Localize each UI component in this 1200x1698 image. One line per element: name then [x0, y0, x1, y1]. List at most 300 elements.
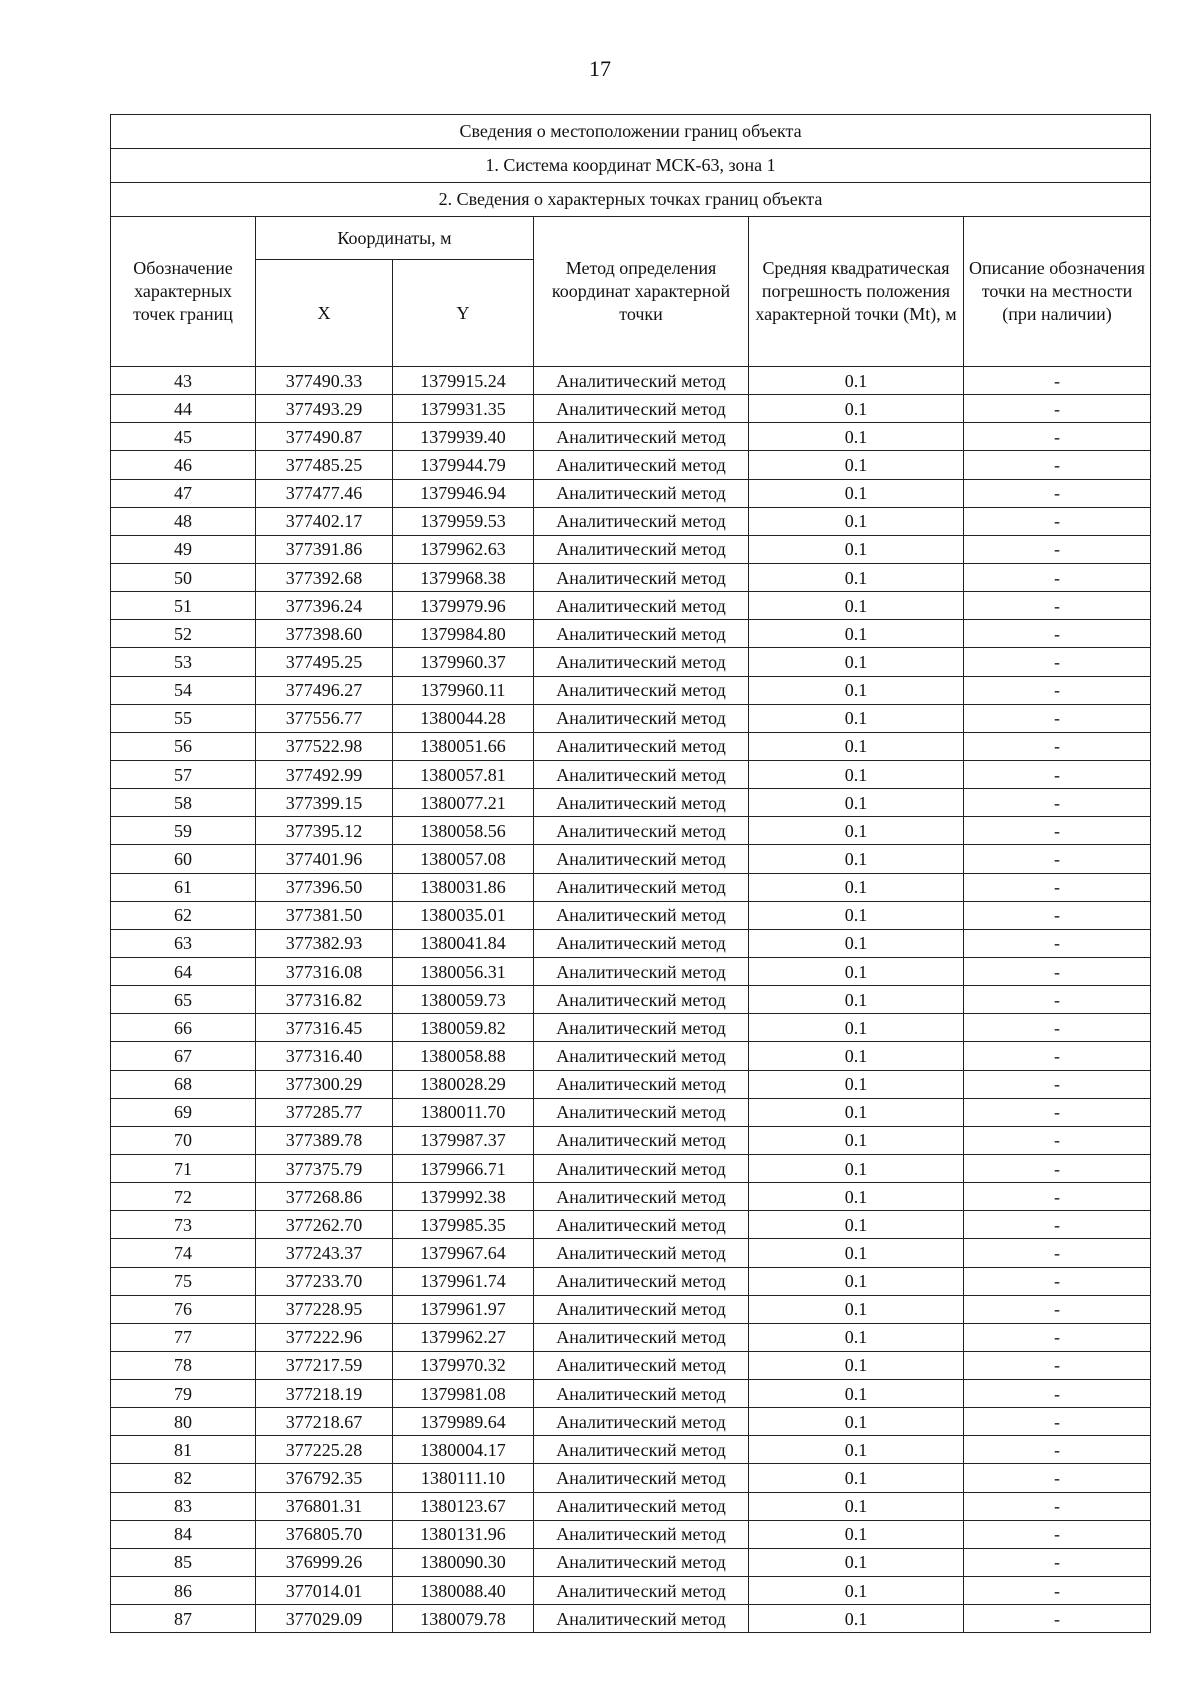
error-cell: 0.1: [749, 1042, 964, 1070]
y-coordinate-cell: 1380011.70: [393, 1098, 534, 1126]
method-cell: Аналитический метод: [534, 1577, 749, 1605]
error-cell: 0.1: [749, 1183, 964, 1211]
method-cell: Аналитический метод: [534, 1154, 749, 1182]
point-number-cell: 81: [111, 1436, 256, 1464]
x-coordinate-cell: 377228.95: [256, 1295, 393, 1323]
x-coordinate-cell: 377401.96: [256, 845, 393, 873]
error-cell: 0.1: [749, 760, 964, 788]
error-cell: 0.1: [749, 676, 964, 704]
method-cell: Аналитический метод: [534, 957, 749, 985]
y-coordinate-cell: 1380044.28: [393, 704, 534, 732]
header-description: Описание обозначения точки на местности (при наличии): [964, 217, 1151, 367]
x-coordinate-cell: 377490.87: [256, 423, 393, 451]
table-row: [111, 395, 1151, 423]
table-row: [111, 1267, 1151, 1295]
y-coordinate-cell: 1379984.80: [393, 620, 534, 648]
error-cell: 0.1: [749, 592, 964, 620]
description-cell: -: [964, 1098, 1151, 1126]
x-coordinate-cell: 377268.86: [256, 1183, 393, 1211]
point-number-cell: 60: [111, 845, 256, 873]
point-number-cell: 55: [111, 704, 256, 732]
description-cell: -: [964, 845, 1151, 873]
description-cell: -: [964, 479, 1151, 507]
error-cell: 0.1: [749, 535, 964, 563]
point-number-cell: 52: [111, 620, 256, 648]
table-row: [111, 986, 1151, 1014]
table-row: [111, 563, 1151, 591]
point-number-cell: 62: [111, 901, 256, 929]
method-cell: Аналитический метод: [534, 817, 749, 845]
x-coordinate-cell: 377522.98: [256, 732, 393, 760]
method-cell: Аналитический метод: [534, 367, 749, 395]
x-coordinate-cell: 377402.17: [256, 507, 393, 535]
error-cell: 0.1: [749, 817, 964, 845]
x-coordinate-cell: 377014.01: [256, 1577, 393, 1605]
method-cell: Аналитический метод: [534, 760, 749, 788]
error-cell: 0.1: [749, 451, 964, 479]
description-cell: -: [964, 1267, 1151, 1295]
error-cell: 0.1: [749, 1239, 964, 1267]
error-cell: 0.1: [749, 1014, 964, 1042]
point-number-cell: 87: [111, 1605, 256, 1633]
error-cell: 0.1: [749, 648, 964, 676]
description-cell: -: [964, 873, 1151, 901]
description-cell: -: [964, 395, 1151, 423]
table-row: [111, 817, 1151, 845]
error-cell: 0.1: [749, 479, 964, 507]
method-cell: Аналитический метод: [534, 1520, 749, 1548]
y-coordinate-cell: 1379961.97: [393, 1295, 534, 1323]
x-coordinate-cell: 377218.19: [256, 1380, 393, 1408]
error-cell: 0.1: [749, 423, 964, 451]
point-number-cell: 86: [111, 1577, 256, 1605]
point-number-cell: 69: [111, 1098, 256, 1126]
x-coordinate-cell: 377392.68: [256, 563, 393, 591]
method-cell: Аналитический метод: [534, 1126, 749, 1154]
x-coordinate-cell: 377375.79: [256, 1154, 393, 1182]
table-row: [111, 1295, 1151, 1323]
method-cell: Аналитический метод: [534, 535, 749, 563]
y-coordinate-cell: 1380088.40: [393, 1577, 534, 1605]
y-coordinate-cell: 1380028.29: [393, 1070, 534, 1098]
y-coordinate-cell: 1380131.96: [393, 1520, 534, 1548]
method-cell: Аналитический метод: [534, 479, 749, 507]
method-cell: Аналитический метод: [534, 1098, 749, 1126]
header-coordinates: Координаты, м: [256, 217, 534, 260]
y-coordinate-cell: 1380058.56: [393, 817, 534, 845]
x-coordinate-cell: 377316.08: [256, 957, 393, 985]
table-row: [111, 873, 1151, 901]
point-number-cell: 64: [111, 957, 256, 985]
error-cell: 0.1: [749, 1408, 964, 1436]
method-cell: Аналитический метод: [534, 395, 749, 423]
y-coordinate-cell: 1379987.37: [393, 1126, 534, 1154]
x-coordinate-cell: 376999.26: [256, 1548, 393, 1576]
y-coordinate-cell: 1379962.63: [393, 535, 534, 563]
error-cell: 0.1: [749, 1295, 964, 1323]
table-row: [111, 1098, 1151, 1126]
y-coordinate-cell: 1380057.81: [393, 760, 534, 788]
description-cell: -: [964, 732, 1151, 760]
description-cell: -: [964, 563, 1151, 591]
error-cell: 0.1: [749, 1098, 964, 1126]
table-row: [111, 1577, 1151, 1605]
header-error: Средняя квадратическая погрешность положения характерной точки (Mt), м: [749, 217, 964, 367]
x-coordinate-cell: 377485.25: [256, 451, 393, 479]
description-cell: -: [964, 1464, 1151, 1492]
method-cell: Аналитический метод: [534, 1548, 749, 1576]
description-cell: -: [964, 760, 1151, 788]
error-cell: 0.1: [749, 957, 964, 985]
x-coordinate-cell: 377493.29: [256, 395, 393, 423]
table-row: [111, 1154, 1151, 1182]
error-cell: 0.1: [749, 1323, 964, 1351]
point-number-cell: 56: [111, 732, 256, 760]
point-number-cell: 47: [111, 479, 256, 507]
point-number-cell: 61: [111, 873, 256, 901]
point-number-cell: 74: [111, 1239, 256, 1267]
table-row: [111, 1183, 1151, 1211]
method-cell: Аналитический метод: [534, 507, 749, 535]
y-coordinate-cell: 1379959.53: [393, 507, 534, 535]
x-coordinate-cell: 377300.29: [256, 1070, 393, 1098]
table-row: [111, 704, 1151, 732]
description-cell: -: [964, 1380, 1151, 1408]
y-coordinate-cell: 1380077.21: [393, 789, 534, 817]
method-cell: Аналитический метод: [534, 1239, 749, 1267]
error-cell: 0.1: [749, 1492, 964, 1520]
x-coordinate-cell: 377496.27: [256, 676, 393, 704]
description-cell: -: [964, 367, 1151, 395]
point-number-cell: 83: [111, 1492, 256, 1520]
table-row: [111, 1605, 1151, 1633]
point-number-cell: 66: [111, 1014, 256, 1042]
section-title: 2. Сведения о характерных точках границ объекта: [111, 183, 1151, 217]
error-cell: 0.1: [749, 1126, 964, 1154]
method-cell: Аналитический метод: [534, 986, 749, 1014]
error-cell: 0.1: [749, 1211, 964, 1239]
error-cell: 0.1: [749, 704, 964, 732]
point-number-cell: 46: [111, 451, 256, 479]
method-cell: Аналитический метод: [534, 732, 749, 760]
method-cell: Аналитический метод: [534, 563, 749, 591]
description-cell: -: [964, 592, 1151, 620]
method-cell: Аналитический метод: [534, 873, 749, 901]
x-coordinate-cell: 377029.09: [256, 1605, 393, 1633]
y-coordinate-cell: 1380111.10: [393, 1464, 534, 1492]
error-cell: 0.1: [749, 1267, 964, 1295]
table-row: [111, 957, 1151, 985]
x-coordinate-cell: 377285.77: [256, 1098, 393, 1126]
description-cell: -: [964, 1436, 1151, 1464]
table-row: [111, 535, 1151, 563]
method-cell: Аналитический метод: [534, 1295, 749, 1323]
description-cell: -: [964, 1548, 1151, 1576]
header-x: X: [256, 260, 393, 367]
error-cell: 0.1: [749, 1605, 964, 1633]
table-row: [111, 760, 1151, 788]
point-number-cell: 78: [111, 1351, 256, 1379]
y-coordinate-cell: 1380058.88: [393, 1042, 534, 1070]
point-number-cell: 76: [111, 1295, 256, 1323]
y-coordinate-cell: 1379985.35: [393, 1211, 534, 1239]
table-row: [111, 592, 1151, 620]
method-cell: Аналитический метод: [534, 1323, 749, 1351]
method-cell: Аналитический метод: [534, 845, 749, 873]
description-cell: -: [964, 1577, 1151, 1605]
method-cell: Аналитический метод: [534, 1380, 749, 1408]
method-cell: Аналитический метод: [534, 1267, 749, 1295]
error-cell: 0.1: [749, 563, 964, 591]
x-coordinate-cell: 377382.93: [256, 929, 393, 957]
table-row: [111, 1211, 1151, 1239]
description-cell: -: [964, 704, 1151, 732]
table-row: [111, 1239, 1151, 1267]
method-cell: Аналитический метод: [534, 1070, 749, 1098]
point-number-cell: 44: [111, 395, 256, 423]
x-coordinate-cell: 377492.99: [256, 760, 393, 788]
x-coordinate-cell: 377262.70: [256, 1211, 393, 1239]
table-row: [111, 1014, 1151, 1042]
point-number-cell: 63: [111, 929, 256, 957]
description-cell: -: [964, 1183, 1151, 1211]
table-row: [111, 732, 1151, 760]
table-row: [111, 1492, 1151, 1520]
description-cell: -: [964, 929, 1151, 957]
y-coordinate-cell: 1379966.71: [393, 1154, 534, 1182]
point-number-cell: 77: [111, 1323, 256, 1351]
x-coordinate-cell: 377217.59: [256, 1351, 393, 1379]
description-cell: -: [964, 1492, 1151, 1520]
method-cell: Аналитический метод: [534, 789, 749, 817]
x-coordinate-cell: 377398.60: [256, 620, 393, 648]
table-row: [111, 1408, 1151, 1436]
y-coordinate-cell: 1380123.67: [393, 1492, 534, 1520]
description-cell: -: [964, 1520, 1151, 1548]
table-row: [111, 1520, 1151, 1548]
x-coordinate-cell: 377225.28: [256, 1436, 393, 1464]
y-coordinate-cell: 1380004.17: [393, 1436, 534, 1464]
y-coordinate-cell: 1380079.78: [393, 1605, 534, 1633]
table-row: [111, 1548, 1151, 1576]
error-cell: 0.1: [749, 1548, 964, 1576]
x-coordinate-cell: 377233.70: [256, 1267, 393, 1295]
table-row: [111, 648, 1151, 676]
description-cell: -: [964, 1239, 1151, 1267]
table-row: [111, 423, 1151, 451]
point-number-cell: 43: [111, 367, 256, 395]
error-cell: 0.1: [749, 1520, 964, 1548]
y-coordinate-cell: 1379981.08: [393, 1380, 534, 1408]
y-coordinate-cell: 1380056.31: [393, 957, 534, 985]
error-cell: 0.1: [749, 1154, 964, 1182]
y-coordinate-cell: 1379960.37: [393, 648, 534, 676]
method-cell: Аналитический метод: [534, 704, 749, 732]
error-cell: 0.1: [749, 873, 964, 901]
error-cell: 0.1: [749, 732, 964, 760]
error-cell: 0.1: [749, 845, 964, 873]
y-coordinate-cell: 1379979.96: [393, 592, 534, 620]
method-cell: Аналитический метод: [534, 676, 749, 704]
table-row: [111, 620, 1151, 648]
y-coordinate-cell: 1380059.73: [393, 986, 534, 1014]
table-row: [111, 929, 1151, 957]
description-cell: -: [964, 1014, 1151, 1042]
error-cell: 0.1: [749, 1070, 964, 1098]
point-number-cell: 82: [111, 1464, 256, 1492]
y-coordinate-cell: 1379915.24: [393, 367, 534, 395]
description-cell: -: [964, 1042, 1151, 1070]
point-number-cell: 85: [111, 1548, 256, 1576]
method-cell: Аналитический метод: [534, 929, 749, 957]
x-coordinate-cell: 376801.31: [256, 1492, 393, 1520]
method-cell: Аналитический метод: [534, 1408, 749, 1436]
y-coordinate-cell: 1379992.38: [393, 1183, 534, 1211]
error-cell: 0.1: [749, 620, 964, 648]
description-cell: -: [964, 423, 1151, 451]
y-coordinate-cell: 1379968.38: [393, 563, 534, 591]
y-coordinate-cell: 1379931.35: [393, 395, 534, 423]
x-coordinate-cell: 377556.77: [256, 704, 393, 732]
description-cell: -: [964, 901, 1151, 929]
y-coordinate-cell: 1379989.64: [393, 1408, 534, 1436]
description-cell: -: [964, 1408, 1151, 1436]
table-title: Сведения о местоположении границ объекта: [111, 115, 1151, 149]
error-cell: 0.1: [749, 1351, 964, 1379]
y-coordinate-cell: 1379970.32: [393, 1351, 534, 1379]
description-cell: -: [964, 648, 1151, 676]
y-coordinate-cell: 1380090.30: [393, 1548, 534, 1576]
x-coordinate-cell: 377381.50: [256, 901, 393, 929]
point-number-cell: 71: [111, 1154, 256, 1182]
description-cell: -: [964, 535, 1151, 563]
x-coordinate-cell: 377395.12: [256, 817, 393, 845]
method-cell: Аналитический метод: [534, 1351, 749, 1379]
description-cell: -: [964, 1070, 1151, 1098]
table-row: [111, 845, 1151, 873]
error-cell: 0.1: [749, 507, 964, 535]
point-number-cell: 50: [111, 563, 256, 591]
y-coordinate-cell: 1379961.74: [393, 1267, 534, 1295]
method-cell: Аналитический метод: [534, 901, 749, 929]
description-cell: -: [964, 507, 1151, 535]
method-cell: Аналитический метод: [534, 1605, 749, 1633]
table-row: [111, 1042, 1151, 1070]
description-cell: -: [964, 1211, 1151, 1239]
description-cell: -: [964, 1154, 1151, 1182]
point-number-cell: 79: [111, 1380, 256, 1408]
method-cell: Аналитический метод: [534, 423, 749, 451]
table-row: [111, 1323, 1151, 1351]
table-row: [111, 1464, 1151, 1492]
method-cell: Аналитический метод: [534, 1014, 749, 1042]
description-cell: -: [964, 817, 1151, 845]
point-number-cell: 53: [111, 648, 256, 676]
y-coordinate-cell: 1380031.86: [393, 873, 534, 901]
x-coordinate-cell: 377396.24: [256, 592, 393, 620]
point-number-cell: 67: [111, 1042, 256, 1070]
table-row: [111, 1070, 1151, 1098]
y-coordinate-cell: 1379960.11: [393, 676, 534, 704]
error-cell: 0.1: [749, 1380, 964, 1408]
point-number-cell: 72: [111, 1183, 256, 1211]
description-cell: -: [964, 1605, 1151, 1633]
x-coordinate-cell: 376792.35: [256, 1464, 393, 1492]
table-row: [111, 367, 1151, 395]
error-cell: 0.1: [749, 929, 964, 957]
error-cell: 0.1: [749, 367, 964, 395]
x-coordinate-cell: 377396.50: [256, 873, 393, 901]
method-cell: Аналитический метод: [534, 1183, 749, 1211]
description-cell: -: [964, 1351, 1151, 1379]
coordinate-system: 1. Система координат МСК-63, зона 1: [111, 149, 1151, 183]
method-cell: Аналитический метод: [534, 1042, 749, 1070]
point-number-cell: 45: [111, 423, 256, 451]
x-coordinate-cell: 377399.15: [256, 789, 393, 817]
y-coordinate-cell: 1379967.64: [393, 1239, 534, 1267]
point-number-cell: 58: [111, 789, 256, 817]
x-coordinate-cell: 377316.45: [256, 1014, 393, 1042]
description-cell: -: [964, 1126, 1151, 1154]
y-coordinate-cell: 1379939.40: [393, 423, 534, 451]
description-cell: -: [964, 676, 1151, 704]
method-cell: Аналитический метод: [534, 451, 749, 479]
description-cell: -: [964, 789, 1151, 817]
method-cell: Аналитический метод: [534, 648, 749, 676]
x-coordinate-cell: 377316.82: [256, 986, 393, 1014]
y-coordinate-cell: 1380059.82: [393, 1014, 534, 1042]
x-coordinate-cell: 377495.25: [256, 648, 393, 676]
x-coordinate-cell: 377389.78: [256, 1126, 393, 1154]
method-cell: Аналитический метод: [534, 1464, 749, 1492]
point-number-cell: 57: [111, 760, 256, 788]
point-number-cell: 48: [111, 507, 256, 535]
error-cell: 0.1: [749, 1577, 964, 1605]
table-row: [111, 901, 1151, 929]
point-number-cell: 65: [111, 986, 256, 1014]
x-coordinate-cell: 377316.40: [256, 1042, 393, 1070]
point-number-cell: 68: [111, 1070, 256, 1098]
header-method: Метод определения координат характерной точки: [534, 217, 749, 367]
y-coordinate-cell: 1380041.84: [393, 929, 534, 957]
table-row: [111, 451, 1151, 479]
point-number-cell: 73: [111, 1211, 256, 1239]
description-cell: -: [964, 1295, 1151, 1323]
point-number-cell: 51: [111, 592, 256, 620]
x-coordinate-cell: 377490.33: [256, 367, 393, 395]
header-y: Y: [393, 260, 534, 367]
y-coordinate-cell: 1380057.08: [393, 845, 534, 873]
x-coordinate-cell: 377222.96: [256, 1323, 393, 1351]
header-point: Обозначение характерных точек границ: [111, 217, 256, 367]
description-cell: -: [964, 620, 1151, 648]
error-cell: 0.1: [749, 901, 964, 929]
y-coordinate-cell: 1380035.01: [393, 901, 534, 929]
point-number-cell: 80: [111, 1408, 256, 1436]
table-row: [111, 1126, 1151, 1154]
description-cell: -: [964, 957, 1151, 985]
description-cell: -: [964, 1323, 1151, 1351]
point-number-cell: 54: [111, 676, 256, 704]
point-number-cell: 59: [111, 817, 256, 845]
y-coordinate-cell: 1379944.79: [393, 451, 534, 479]
table-row: [111, 507, 1151, 535]
page-number: 17: [589, 56, 611, 81]
method-cell: Аналитический метод: [534, 1211, 749, 1239]
table-row: [111, 789, 1151, 817]
error-cell: 0.1: [749, 789, 964, 817]
table-row: [111, 1436, 1151, 1464]
